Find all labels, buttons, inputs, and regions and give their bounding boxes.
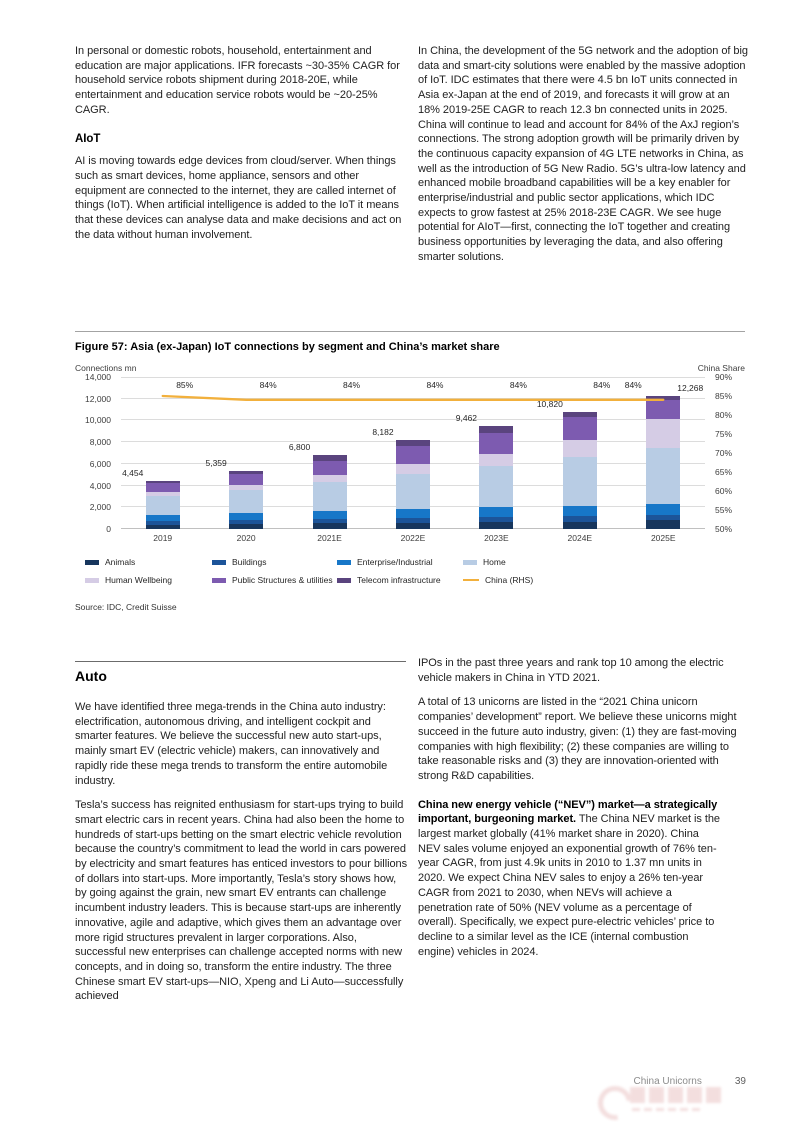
plot-area [121,377,705,529]
nev-paragraph [418,798,724,960]
china-share-label: 84% [426,380,444,390]
legend-label: Telecom infrastructure [357,575,441,585]
legend-item [337,557,463,567]
page-footer [634,1076,747,1087]
legend-label: China (RHS) [485,575,534,585]
legend-swatch [85,578,99,583]
paragraph: IPOs in the past three years and rank top 10 among the electric vehicle makers in China in YTD 2021. [418,657,724,684]
axis-captions [75,363,745,373]
paragraph: In personal or domestic robots, household, entertainment and education are major applications. IFR forecasts ~30-35% CAGR for household service robots shipment during 2018-20E, while entertainment and education service robots would be ~20-25% CAGR. [75,45,400,116]
legend-label: Animals [105,557,136,567]
legend-label: Buildings [232,557,267,567]
watermark-glyphs [630,1087,721,1103]
chart [75,372,745,534]
legend-swatch [463,579,479,581]
y-tick-label: 85% [715,391,733,401]
y-tick-label: 65% [715,467,733,477]
bar-total-label: 12,268 [677,382,704,393]
footer-section-label: China Unicorns [633,1076,702,1087]
y-tick-label: 90% [715,372,733,382]
x-axis [121,533,705,543]
bar-total-label: 9,462 [455,413,478,424]
paragraph: In China, the development of the 5G network and the adoption of big data and smart-city solutions were enabled by the massive adoption of IoT. IDC estimates that there were 4.5 bn IoT units connected in Asia ex-Japan at the end of 2019, and forecasts it will grow at an 18% 2019-25E CAGR to reach 12.3 bn connected units in 2025. China will continue to lead and account for 84% of the AxJ region’s connections. The strong adoption growth will be primarily driven by the continuous capacity expansion of 4G LTE networks in China, as well as the introduction of 5G New Radio. 5G’s ultra-low latency and enhanced mobile broadband capabilities will be a key enabler for enterprise/industrial and public sector applications, which IDC expects to grow fastest at 25% 2018-23E CAGR. We see huge potential for AIoT—first, connecting the IoT together and creating business opportunities by leveraging the data, and also offering smarter solutions. [418,45,748,263]
x-tick-label: 2023E [484,533,509,543]
page-number: 39 [734,1076,746,1087]
china-share-label: 84% [343,380,361,390]
y-tick-label: 0 [106,524,111,534]
x-tick-label: 2024E [567,533,593,543]
bar-total-label: 8,182 [372,427,394,438]
china-share-label: 84% [259,380,277,390]
watermark [598,1084,793,1118]
figure-title: Figure 57: Asia (ex-Japan) IoT connections by segment and China’s market share [75,341,500,353]
legend-item [463,557,745,567]
aiot-heading: AIoT [75,132,101,145]
china-share-label: 84% [624,380,642,390]
y-tick-label: 6,000 [89,459,111,469]
bar-total-label: 10,820 [536,398,563,409]
legend-swatch [85,560,99,565]
y-axis-left [75,372,117,534]
y-tick-label: 50% [715,524,733,534]
chart-legend [85,557,745,585]
section-divider [75,661,406,662]
paragraph: AI is moving towards edge devices from cloud/server. When things such as smart devices, home appliance, sensors and other equipment are connected to the internet, they are called internet of things (IoT). When artificial intelligence is added to the IoT it means that these devices can analyse data and make decisions and act on the data without human involvement. [75,155,402,241]
left-column-bottom [75,700,408,1014]
y-tick-label: 80% [715,410,733,420]
legend-item [212,557,337,567]
china-share-label: 85% [176,380,194,390]
china-share-label: 84% [509,380,527,390]
china-share-line [121,377,705,529]
watermark-subtext [632,1108,700,1111]
y-tick-label: 60% [715,486,733,496]
source-note: Source: IDC, Credit Suisse [75,602,177,612]
legend-label: Human Wellbeing [105,575,172,585]
y-tick-label: 8,000 [89,437,111,447]
paragraph: Tesla’s success has reignited enthusiasm for start-ups trying to build smart electric cars in recent years. China had also been the home to hundreds of start-ups betting on the smart electric vehicle revolution because the country’s commitment to lead the world in cars powered by electricity and smart features has enticed investors to pour billions of dollars into start-ups. More importantly, Tesla’s story shows how, by going against the grain, new smart EV entrants can challenge incumbent industry leaders. This is because start-ups are inherently innovative, agile and adaptive, which gives them an advantage over more rigid structures prevalent in larger corporations. Also, successful new enterprises can challenge accepted norms with new concepts, and in doing so, transform the entire industry. The three Chinese smart EV start-ups—NIO, Xpeng and Li Auto—successfully achieved [75,799,408,1003]
left-axis-caption: Connections mn [75,363,137,373]
legend-swatch [337,578,351,583]
nev-bold-lead: China new energy vehicle (“NEV”) market—a strategically important, burgeoning market. [418,798,718,826]
nev-body: The China NEV market is the largest market globally (41% market share in 2020). China NEV sales volume enjoyed an exponential growth of 76% ten-year CAGR, from just 4.9k units in 2010 to 1.37 mn units in 2020. We expect China NEV sales to enjoy a 26% ten-year CAGR from 2021 to 2030, when NEVs will achieve a penetration rate of 50% (NEV volume as a percentage of overall). Specifically, we expect pure-electric vehicles’ price to decline to a similar level as the ICE (internal combustion engine) vehicles in 2024. [418,813,720,958]
bar-total-label: 5,359 [205,457,227,468]
y-tick-label: 2,000 [89,502,111,512]
y-tick-label: 4,000 [89,481,111,491]
legend-item [337,575,463,585]
y-tick-label: 12,000 [85,394,111,404]
paragraph: A total of 13 unicorns are listed in the “2021 China unicorn companies’ development” report. We believe these unicorns might succeed in the future auto industry, given: (1) they are fast-moving companies with high flexibility; (2) these companies are willing to take reasonable risks and (3) they are innovation-oriented with strong R&D capabilities. [418,696,737,782]
x-tick-label: 2021E [317,533,342,543]
legend-item [212,575,337,585]
right-column-top [418,44,748,275]
china-share-label: 84% [593,380,611,390]
x-tick-label: 2025E [650,533,676,543]
left-column-top [75,44,408,252]
bar-total-label: 6,800 [288,442,311,453]
legend-label: Home [483,557,506,567]
legend-label: Enterprise/Industrial [357,557,433,567]
legend-swatch [463,560,477,565]
legend-swatch [212,560,226,565]
bar-total-label: 4,454 [122,467,144,478]
legend-item [463,575,745,585]
paragraph: We have identified three mega-trends in the China auto industry: electrification, autonomous driving, and intelligent cockpit and smarter features. We believe the successful new auto start-ups, mainly smart EV (electric vehicle) makers, can innovatively and rapidly ride these mega trends to transform the entire automobile industry. [75,701,388,787]
right-column-bottom [418,656,749,969]
y-axis-right [709,372,745,534]
x-tick-label: 2019 [153,533,173,543]
legend-swatch [212,578,226,583]
y-tick-label: 55% [715,505,733,515]
x-tick-label: 2022E [400,533,426,543]
y-tick-label: 10,000 [85,415,111,425]
x-tick-label: 2020 [236,533,256,543]
y-tick-label: 75% [715,429,733,439]
figure-top-divider [75,331,745,332]
legend-swatch [337,560,351,565]
figure-57 [75,331,745,612]
y-tick-label: 70% [715,448,733,458]
section-heading-auto: Auto [75,668,107,684]
legend-label: Public Structures & utilities [232,575,333,585]
legend-item [85,557,212,567]
y-tick-label: 14,000 [85,372,111,382]
right-axis-caption: China Share [697,363,745,373]
legend-item [85,575,212,585]
